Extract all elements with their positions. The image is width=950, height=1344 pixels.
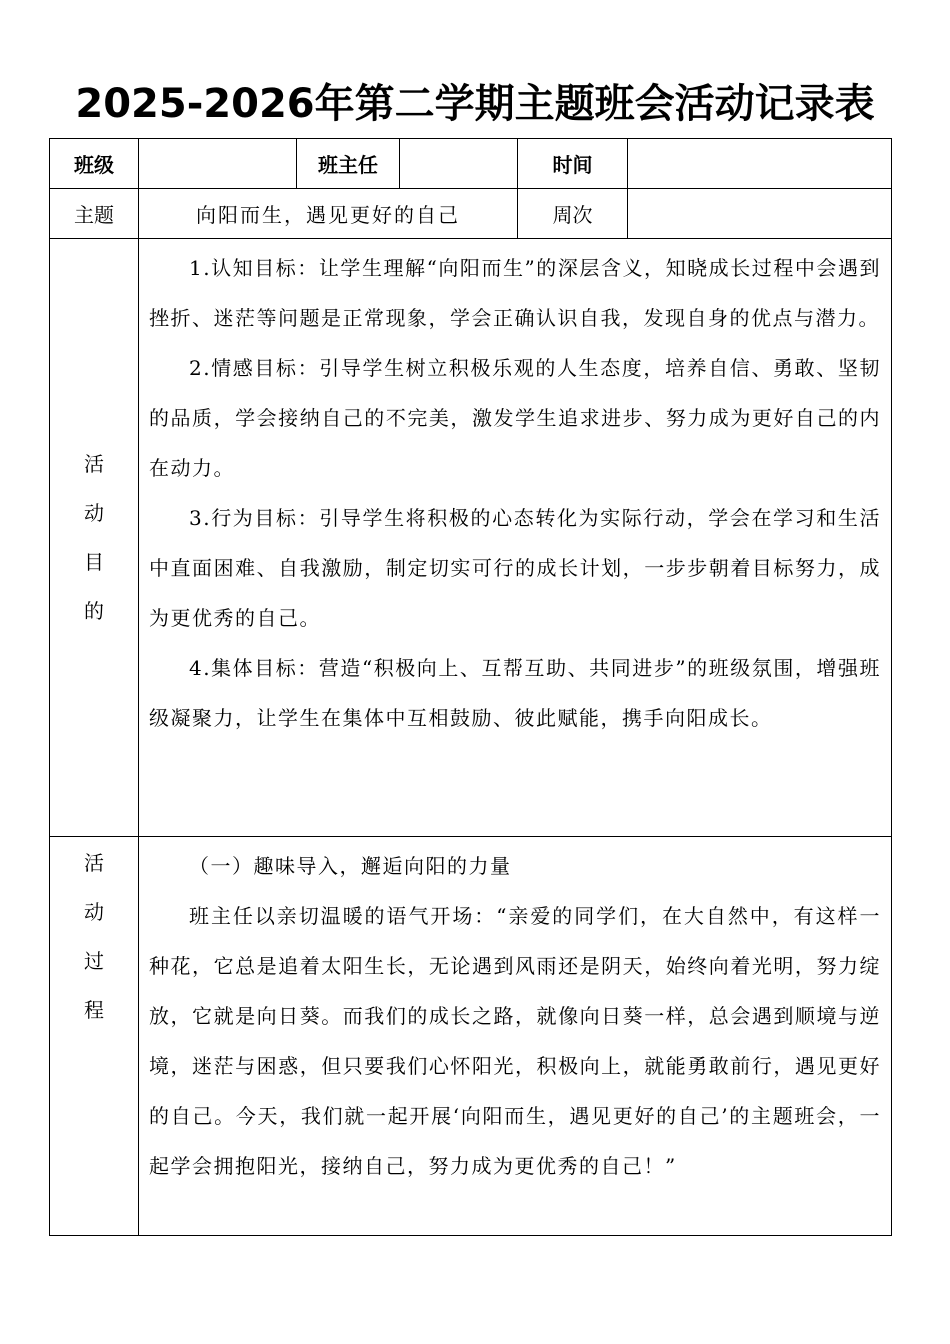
teacher-value[interactable]	[400, 139, 518, 189]
goals-label-char: 动	[84, 500, 104, 525]
process-label-char: 程	[84, 998, 104, 1022]
process-label	[50, 837, 139, 1236]
process-label-char: 活	[84, 851, 104, 875]
goals-row	[50, 239, 892, 837]
process-row	[50, 837, 892, 1236]
goals-label-char: 的	[84, 598, 104, 623]
time-label: 时间	[518, 139, 628, 189]
topic-label: 主题	[50, 189, 139, 239]
activity-record-table	[49, 138, 892, 1236]
process-paragraph: 班主任以亲切温暖的语气开场：“亲爱的同学们，在大自然中，有这样一种花，它总是追着太阳生长，无论遇到风雨还是阴天，始终向着光明，努力绽放，它就是向日葵。而我们的成长之路，就像向日葵一样，总会遇到顺境与逆境，迷茫与困惑，但只要我们心怀阳光，积极向上，就能勇敢前行，遇见更好的自己。今天，我们就一起开展‘向阳而生，遇见更好的自己’的主题班会，一起学会拥抱阳光，接纳自己，努力成为更优秀的自己！”	[149, 904, 881, 1178]
class-value[interactable]	[139, 139, 297, 189]
time-value[interactable]	[628, 139, 892, 189]
header-row	[50, 139, 892, 189]
process-section-heading: （一）趣味导入，邂逅向阳的力量	[189, 854, 512, 878]
class-label: 班级	[50, 139, 139, 189]
goals-label-char: 目	[84, 549, 104, 574]
goal-paragraph: 3.行为目标：引导学生将积极的心态转化为实际行动，学会在学习和生活中直面困难、自我激励，制定切实可行的成长计划，一步步朝着目标努力，成为更优秀的自己。	[149, 506, 881, 630]
page-title: 2025-2026年第二学期主题班会活动记录表	[75, 81, 875, 127]
week-value[interactable]	[628, 189, 892, 239]
goal-paragraph: 2.情感目标：引导学生树立积极乐观的人生态度，培养自信、勇敢、坚韧的品质，学会接纳自己的不完美，激发学生追求进步、努力成为更好自己的内在动力。	[149, 356, 881, 480]
process-label-char: 动	[84, 900, 104, 924]
goals-content	[139, 239, 892, 837]
process-content	[139, 837, 892, 1236]
goal-paragraph: 1.认知目标：让学生理解“向阳而生”的深层含义，知晓成长过程中会遇到挫折、迷茫等问题是正常现象，学会正确认识自我，发现自身的优点与潜力。	[149, 256, 881, 330]
goals-label	[50, 239, 139, 837]
week-label: 周次	[518, 189, 628, 239]
teacher-label: 班主任	[297, 139, 400, 189]
goal-paragraph: 4.集体目标：营造“积极向上、互帮互助、共同进步”的班级氛围，增强班级凝聚力，让学生在集体中互相鼓励、彼此赋能，携手向阳成长。	[149, 656, 881, 730]
process-label-char: 过	[84, 949, 104, 973]
goals-label-char: 活	[84, 451, 104, 476]
topic-value: 向阳而生，遇见更好的自己	[139, 189, 518, 239]
topic-row	[50, 189, 892, 239]
